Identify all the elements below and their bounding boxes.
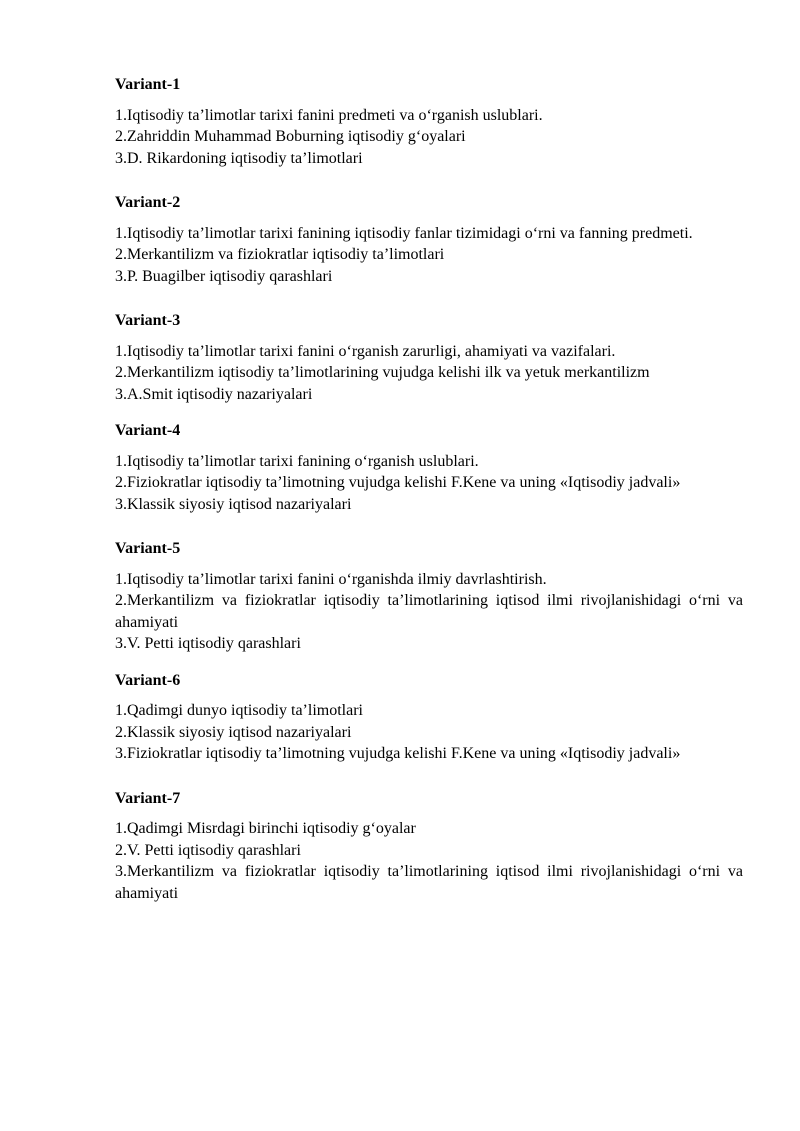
variant-2 <box>115 192 743 287</box>
variant-title: Variant-2 <box>115 194 181 211</box>
question-3: 3.Fiziokratlar iqtisodiy ta’limotning vujudga kelishi F.Kene va uning «Iqtisodiy jadvali» <box>115 745 681 762</box>
variant-6 <box>115 670 743 765</box>
question-2: 2.Klassik siyosiy iqtisod nazariyalari <box>115 723 352 741</box>
question-1: 1.Iqtisodiy ta’limotlar tarixi fanining o‘rganish uslublari. <box>115 452 479 470</box>
variant-title: Variant-4 <box>115 422 181 439</box>
question-2: 2.Zahriddin Muhammad Boburning iqtisodiy g‘oyalari <box>115 128 466 145</box>
question-3: 3.D. Rikardoning iqtisodiy ta’limotlari <box>115 149 363 167</box>
question-2: 2.Merkantilizm iqtisodiy ta’limotlarining vujudga kelishi ilk va yetuk merkantilizm <box>115 364 650 381</box>
variant-title: Variant-7 <box>115 789 181 807</box>
question-3: 3.V. Petti iqtisodiy qarashlari <box>115 635 301 652</box>
question-3: 3.Merkantilizm va fiziokratlar iqtisodiy ta’limotlarining iqtisod ilmi rivojlanishidagi o‘rni va ahamiyati <box>115 863 743 902</box>
question-3: 3.Klassik siyosiy iqtisod nazariyalari <box>115 495 352 513</box>
question-3: 3.A.Smit iqtisodiy nazariyalari <box>115 385 313 403</box>
question-1: 1.Iqtisodiy ta’limotlar tarixi fanini predmeti va o‘rganish uslublari. <box>115 106 543 124</box>
document-page <box>115 74 743 904</box>
question-2: 2.Fiziokratlar iqtisodiy ta’limotning vujudga kelishi F.Kene va uning «Iqtisodiy jadvali» <box>115 474 681 491</box>
variant-title: Variant-5 <box>115 540 181 557</box>
variant-title: Variant-1 <box>115 76 181 93</box>
question-2: 2.Merkantilizm va fiziokratlar iqtisodiy ta’limotlari <box>115 246 445 263</box>
variant-1 <box>115 74 743 169</box>
question-1: 1.Iqtisodiy ta’limotlar tarixi fanini o‘rganishda ilmiy davrlashtirish. <box>115 570 547 588</box>
question-1: 1.Iqtisodiy ta’limotlar tarixi fanining iqtisodiy fanlar tizimidagi o‘rni va fanning predmeti. <box>115 224 693 242</box>
question-1: 1.Iqtisodiy ta’limotlar tarixi fanini o‘rganish zarurligi, ahamiyati va vazifalari. <box>115 342 616 360</box>
question-1: 1.Qadimgi Misrdagi birinchi iqtisodiy g‘oyalar <box>115 820 416 837</box>
question-2: 2.V. Petti iqtisodiy qarashlari <box>115 841 301 859</box>
variant-5 <box>115 538 743 655</box>
variant-title: Variant-3 <box>115 312 181 329</box>
question-3: 3.P. Buagilber iqtisodiy qarashlari <box>115 267 333 285</box>
variant-title: Variant-6 <box>115 671 181 689</box>
variant-7 <box>115 788 743 905</box>
variant-3 <box>115 310 743 405</box>
question-1: 1.Qadimgi dunyo iqtisodiy ta’limotlari <box>115 702 363 719</box>
question-2: 2.Merkantilizm va fiziokratlar iqtisodiy ta’limotlarining iqtisod ilmi rivojlanishidagi o‘rni va ahamiyati <box>115 592 743 631</box>
variant-4 <box>115 420 743 515</box>
